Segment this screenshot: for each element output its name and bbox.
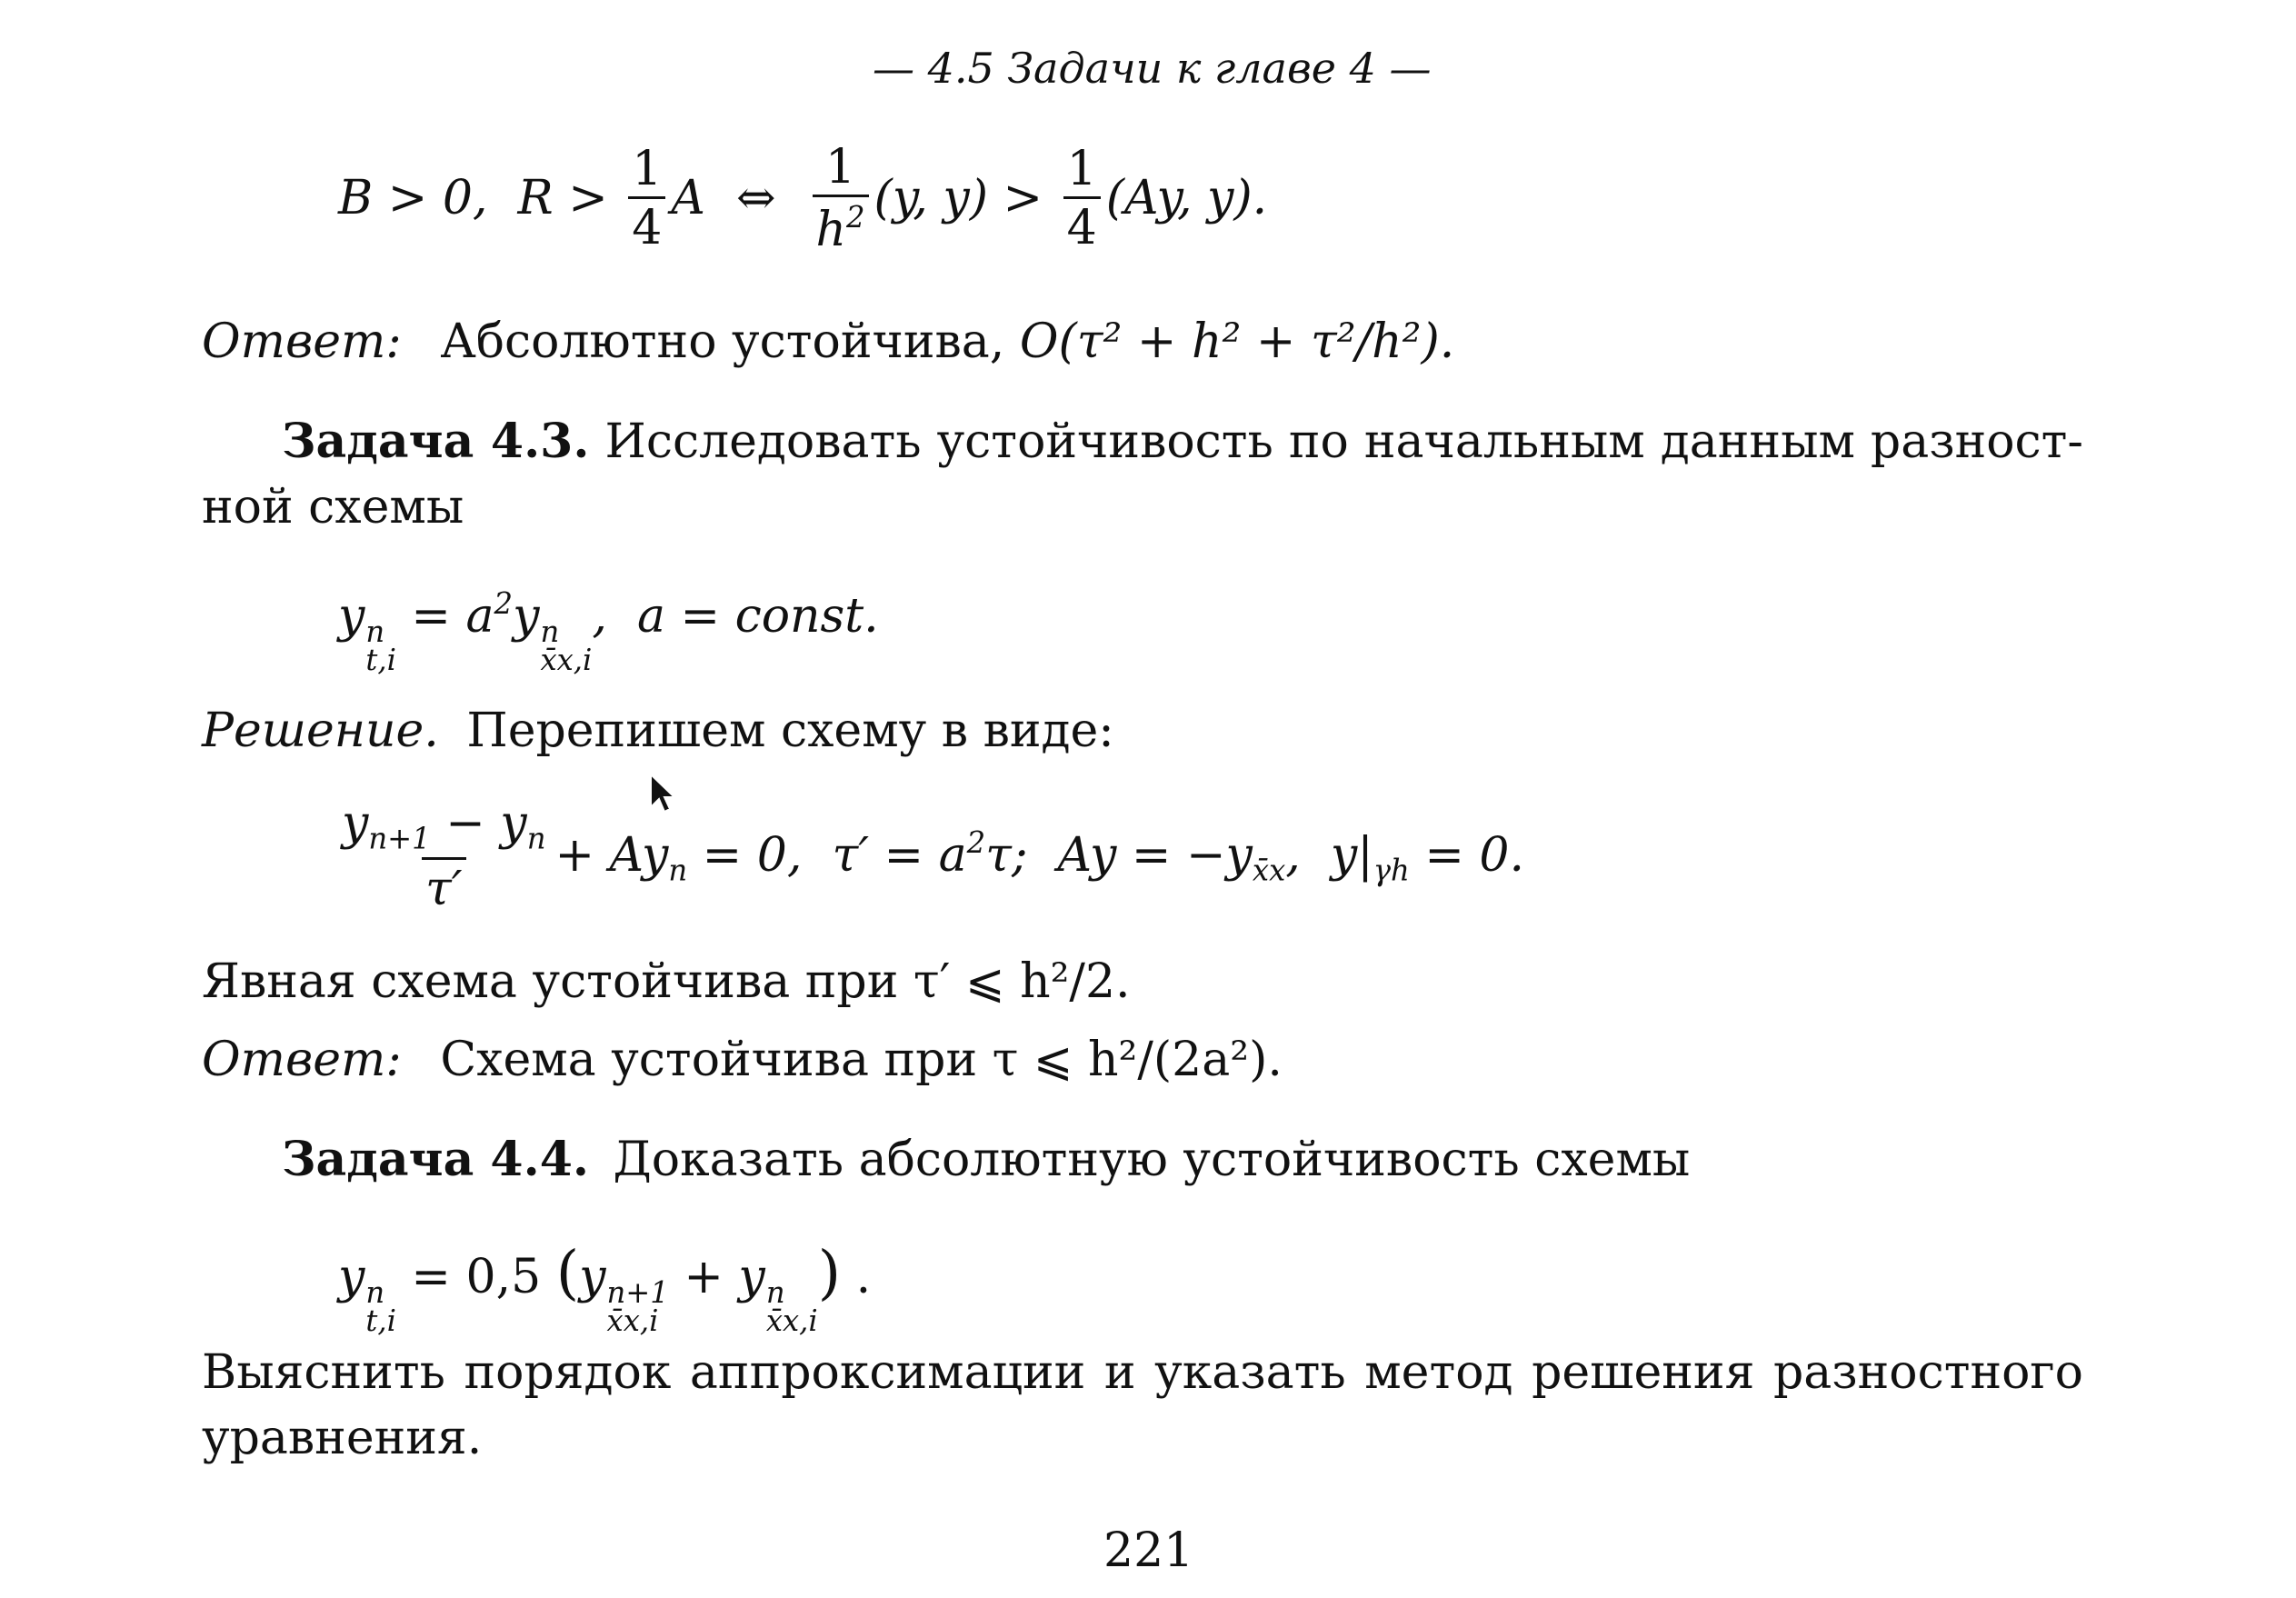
final-paragraph-line-1: Выяснить порядок аппроксимации и указать метод решения разностного — [202, 1345, 2083, 1400]
eq1-frac-quarter: $\frac{1}{4}$ — [628, 145, 665, 252]
equation-stability-condition: B > 0, R > $\frac{1}{4}$ A ⇔ $\frac{1}{h^2}$ (y, y) > $\frac{1}{4}$ (Ay, y). — [338, 140, 1268, 257]
equation-scheme-4-4: y n t,i = 0,5 (y n+1 x̄x,i + y n x̄x,i ) . — [338, 1239, 872, 1338]
eq1-lhs: B > 0, R > — [338, 171, 624, 226]
page-number: 221 — [1103, 1523, 1194, 1578]
eq1-frac-quarter-2: $\frac{1}{4}$ — [1063, 145, 1101, 252]
task-4-4: Задача 4.4. Доказать абсолютную устойчивость схемы — [282, 1132, 1691, 1187]
explicit-scheme-note: Явная схема устойчива при τ′ ⩽ h²/2. — [202, 954, 1131, 1009]
equation-scheme-4-3: y n t,i = $a^2y$ n x̄x,i , a = const. — [338, 586, 879, 677]
mouse-pointer-icon — [649, 773, 676, 814]
task-4-3-line-1: Задача 4.3. Исследовать устойчивость по начальным данным разност- — [282, 414, 2083, 469]
running-header: — 4.5 Задачи к главе 4 — — [873, 44, 1432, 93]
equation-rewritten-scheme: $\frac{y_{n+1} - y_n}{\tau'}$ + $Ay_n = 0$, $\tau' = a^2\tau$; $Ay = -y_{x̄x}$, $y|_{\gamma h} = 0$. — [338, 800, 1524, 913]
eq1-frac-h2: $\frac{1}{h^2}$ — [813, 144, 869, 254]
iff-symbol: ⇔ — [735, 171, 776, 226]
answer-1: Ответ: Абсолютно устойчива, O(τ² + h² + τ²/h²). — [202, 315, 1455, 369]
eq3-frac: $\frac{y_{n+1} - y_n}{\tau'}$ — [342, 796, 546, 916]
task-4-3-line-2: ной схемы — [202, 480, 464, 534]
solution-intro: Решение. Перепишем схему в виде: — [202, 704, 1114, 758]
answer-2: Ответ: Схема устойчива при τ ⩽ h²/(2a²). — [202, 1033, 1283, 1087]
final-paragraph-line-2: уравнения. — [202, 1411, 483, 1465]
